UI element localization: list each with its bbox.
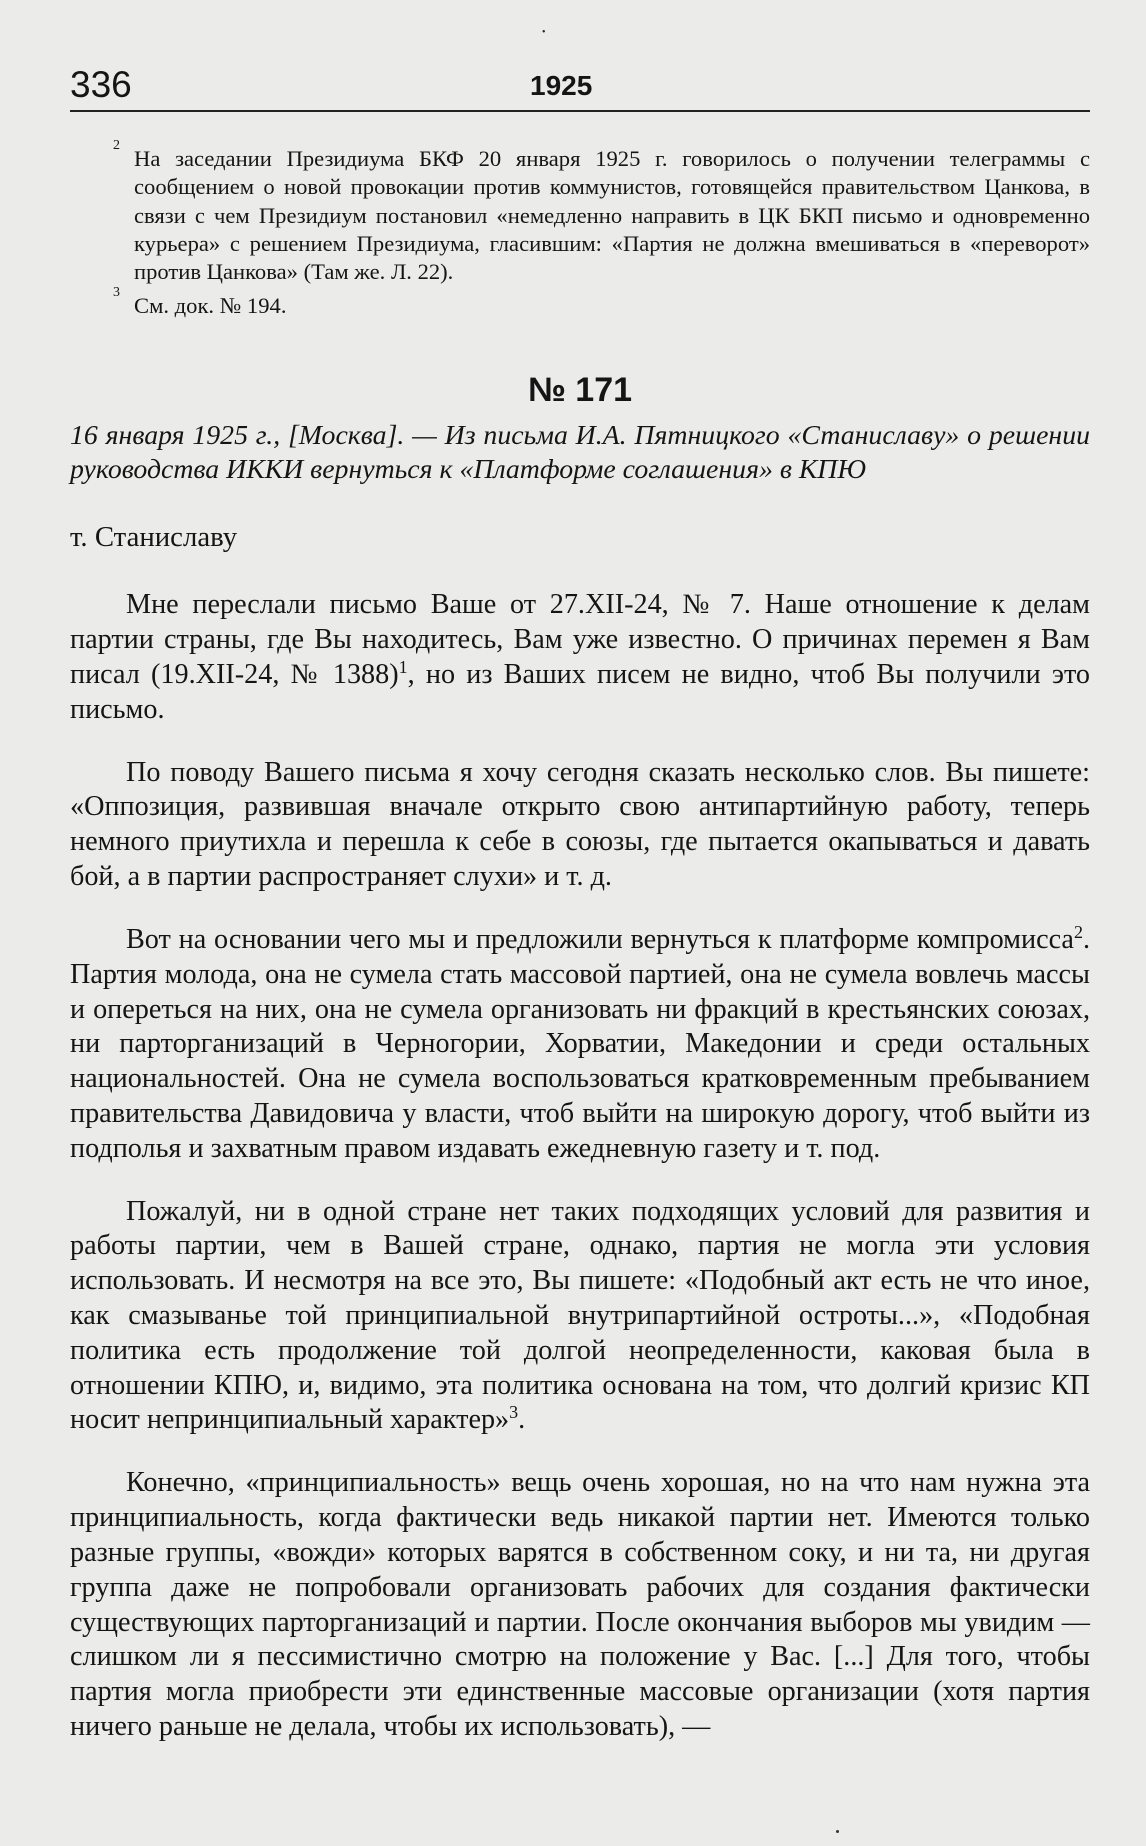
letter-paragraph — [70, 923, 1090, 1167]
footnote-reference: 2 — [1073, 921, 1083, 942]
page-number: 336 — [70, 64, 132, 105]
letter-paragraph — [70, 1466, 1090, 1744]
paragraph-text: Конечно, «принципиальность» вещь очень хорошая, но на что нам нужна эта принципиальность, когда фактически ведь никакой партии нет. Имеются только разные группы, «вожди» которых варятся в собственном соку, и ни та, ни другая группа даже не попробовали организовать рабочих для создания фактически существующих парторганизаций и партии. После окончания выборов мы увидим — слишком ли я пессимистично смотрю на положение у Вас. [...] Для того, чтобы партия могла приобрести эти единственные массовые организации (хотя партия ничего раньше не делала, чтобы их использовать), — — [70, 1467, 1090, 1743]
document-heading: 16 января 1925 г., [Москва]. — Из письма И.А. Пятницкого «Станиславу» о решении руководства ИККИ вернуться к «Платформе соглашения» в КПЮ — [70, 420, 1090, 485]
paragraph-text: , но из Ваших писем не видно, чтоб Вы получили это письмо. — [70, 658, 1090, 725]
letter-paragraph — [70, 756, 1090, 895]
footnote-2 — [113, 138, 1090, 286]
page-content — [70, 138, 1090, 1773]
paragraph-text: Вот на основании чего мы и предложили вернуться к платформе компромисса — [126, 923, 1074, 955]
letter-recipient: т. Станиславу — [70, 521, 238, 554]
footnote-reference: 3 — [509, 1402, 519, 1423]
scan-dot — [836, 1830, 839, 1833]
letter-paragraph — [70, 1195, 1090, 1439]
page-header — [70, 62, 1090, 112]
footnote-text: На заседании Президиума БКФ 20 января 1925 г. говорилось о получении телеграммы с сообщением о новой провокации против коммунистов, готовящейся правительством Цанкова, в связи с чем Президиум постановил «немедленно направить в ЦК БКП письмо и одновременно курьера» с решением Президиума, гласившим: «Партия не должна вмешиваться в «переворот» против Цанкова» (Там же. Л. 22). — [134, 146, 1090, 285]
document-number: № 171 — [527, 370, 633, 409]
paragraph-text: Пожалуй, ни в одной стране нет таких подходящих условий для развития и работы партии, чем в Вашей стране, однако, партия не могла эти условия использовать. И несмотря на все это, Вы пишете: «Подобный акт есть не что иное, как смазыванье той принципиальной внутрипартийной остроты...», «Подобная политика есть продолжение той долгой неопределенности, каковая была в отношении КПЮ, и, видимо, эта политика основана на том, что долгий кризис КП носит непринципиальный характер» — [70, 1195, 1090, 1436]
footnote-3 — [113, 285, 1090, 320]
scan-dot: • — [542, 27, 546, 38]
footnote-reference: 1 — [398, 656, 408, 677]
footnote-number: 3 — [113, 285, 120, 301]
running-year: 1925 — [530, 70, 593, 101]
footnote-number: 2 — [113, 138, 120, 153]
footnote-text: См. док. № 194. — [134, 293, 287, 319]
paragraph-text: Мне переслали письмо Ваше от 27.XII-24, № 7. Наше отношение к делам партии страны, где Вы находитесь, Вам уже известно. О причинах перемен я Вам писал (19.XII-24, № 1388) — [70, 589, 1090, 690]
paragraph-text: . Партия молода, она не сумела стать массовой партией, она не сумела вовлечь массы и опереться на них, она не сумела организовать ни фракций в крестьянских союзах, ни парторганизаций в Черногории, Хорватии, Македонии и среди остальных национальностей. Она не сумела воспользоваться кратковременным пребыванием правительства Давидовича у власти, чтоб выйти на широкую дорогу, чтоб выйти из подполья и захватным правом издавать ежедневную газету и т. под. — [70, 923, 1090, 1164]
letter-paragraph — [70, 588, 1090, 727]
paragraph-text: По поводу Вашего письма я хочу сегодня сказать несколько слов. Вы пишете: «Оппозиция, развившая вначале открыто свою антипартийную работу, теперь немного приутихла и перешла к себе в союзы, где пытается окапываться и давать бой, а в партии распространяет слухи» и т. д. — [70, 756, 1090, 892]
paragraph-text: . — [518, 1404, 526, 1436]
